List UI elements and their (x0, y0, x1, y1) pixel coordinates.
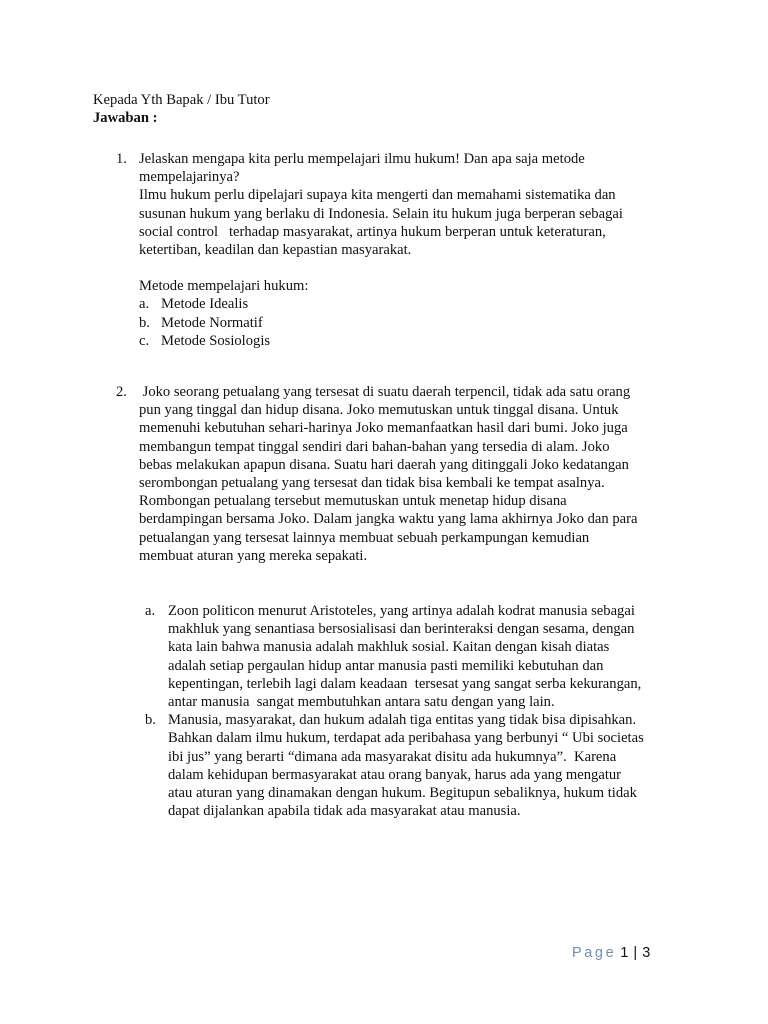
list-item-text: Metode Idealis (161, 296, 249, 313)
answer-line: dapat dijalankan apabila tidak ada masyarakat atau manusia. (168, 803, 521, 820)
answer-line: makhluk yang senantiasa bersosialisasi dan berinteraksi dengan sesama, dengan (168, 621, 635, 638)
page-separator: | (633, 945, 638, 961)
question-1-line: mempelajarinya? (139, 169, 240, 186)
page-label: Page (572, 945, 617, 961)
question-2-line: petualangan yang tersesat lainnya membuat sebuah perkampungan kemudian (139, 529, 590, 546)
answer-line: Zoon politicon menurut Aristoteles, yang artinya adalah kodrat manusia sebagai (168, 603, 635, 619)
question-1-line: Ilmu hukum perlu dipelajari supaya kita mengerti dan memahami sistematika dan (139, 187, 616, 204)
answer-line: kata lain bahwa manusia adalah makhluk sosial. Kaitan dengan kisah diatas (168, 639, 610, 656)
question-1-number: 1. (116, 151, 127, 167)
answer-line: Manusia, masyarakat, dan hukum adalah tiga entitas yang tidak bisa dipisahkan. (168, 712, 637, 729)
answer-label: a. (145, 603, 156, 619)
answer-line: atau aturan yang dinamakan dengan hukum. Begitupun sebaliknya, hukum tidak (168, 785, 637, 802)
question-1-line: Jelaskan mengapa kita perlu mempelajari ilmu hukum! Dan apa saja metode (139, 151, 585, 167)
question-2-line: membuat aturan yang mereka sepakati. (139, 547, 368, 564)
answer-item-b (145, 711, 675, 820)
answer-item-a (145, 602, 675, 711)
methods-heading: Metode mempelajari hukum: (139, 278, 309, 295)
answer-heading: Jawaban : (93, 110, 158, 126)
salutation: Kepada Yth Bapak / Ibu Tutor (93, 92, 270, 108)
answer-line: dalam kehidupan bermasyarakat atau orang banyak, harus ada yang mengatur (168, 766, 622, 783)
list-item-label: b. (139, 314, 150, 331)
page-total: 3 (642, 945, 651, 961)
list-item-label: a. (139, 296, 150, 313)
question-2-line: serombongan petualang yang tersesat dan tidak bisa kembali ke tempat asalnya. (139, 475, 605, 492)
list-item-text: Metode Normatif (161, 314, 263, 331)
list-item-text: Metode Sosiologis (161, 332, 271, 349)
question-2-line: membangun tempat tinggal sendiri dari bahan-bahan yang tersedia di alam. Joko (139, 438, 610, 455)
question-2-line: Rombongan petualang tersebut memutuskan untuk menetap hidup disana (139, 493, 567, 510)
list-item-label: c. (139, 332, 150, 349)
question-1-line: social control terhadap masyarakat, artinya hukum berperan untuk keteraturan, (139, 223, 606, 240)
answer-label: b. (145, 712, 156, 729)
question-2-line: pun yang tinggal dan hidup disana. Joko memutuskan untuk tinggal disana. Untuk (139, 402, 619, 419)
question-2-answers (145, 602, 675, 820)
answer-line: Bahkan dalam ilmu hukum, terdapat ada peribahasa yang berbunyi “ Ubi societas (168, 730, 644, 747)
answer-line: ibi jus” yang berarti “dimana ada masyarakat disitu ada hukumnya”. Karena (168, 748, 617, 765)
page-footer (572, 944, 651, 962)
question-1-line: susunan hukum yang berlaku di Indonesia. Selain itu hukum juga berperan sebagai (139, 205, 623, 222)
list-item (139, 295, 669, 313)
list-item (139, 332, 669, 350)
answer-line: adalah setiap pergaulan hidup antar manusia pasti memiliki kebutuhan dan (168, 657, 604, 674)
question-1-body (139, 150, 669, 350)
methods-list (139, 295, 669, 350)
answer-line: antar manusia sangat membutuhkan antara satu dengan yang lain. (168, 694, 555, 711)
question-2-line: bebas melakukan apapun disana. Suatu hari daerah yang ditinggali Joko kedatangan (139, 456, 629, 473)
question-2-line: Joko seorang petualang yang tersesat di suatu daerah terpencil, tidak ada satu orang (139, 384, 631, 400)
question-2-body (139, 383, 669, 565)
question-2-line: memenuhi kebutuhan sehari-harinya Joko memanfaatkan hasil dari bumi. Joko juga (139, 420, 628, 437)
answer-line: kepentingan, terlebih lagi dalam keadaan tersesat yang sangat serba kekurangan, (168, 675, 642, 692)
page-current: 1 (620, 945, 629, 961)
question-1-line: ketertiban, keadilan dan kepastian masyarakat. (139, 242, 412, 259)
question-2-number: 2. (116, 384, 127, 400)
list-item (139, 314, 669, 332)
question-2-line: berdampingan bersama Joko. Dalam jangka waktu yang lama akhirnya Joko dan para (139, 511, 638, 528)
